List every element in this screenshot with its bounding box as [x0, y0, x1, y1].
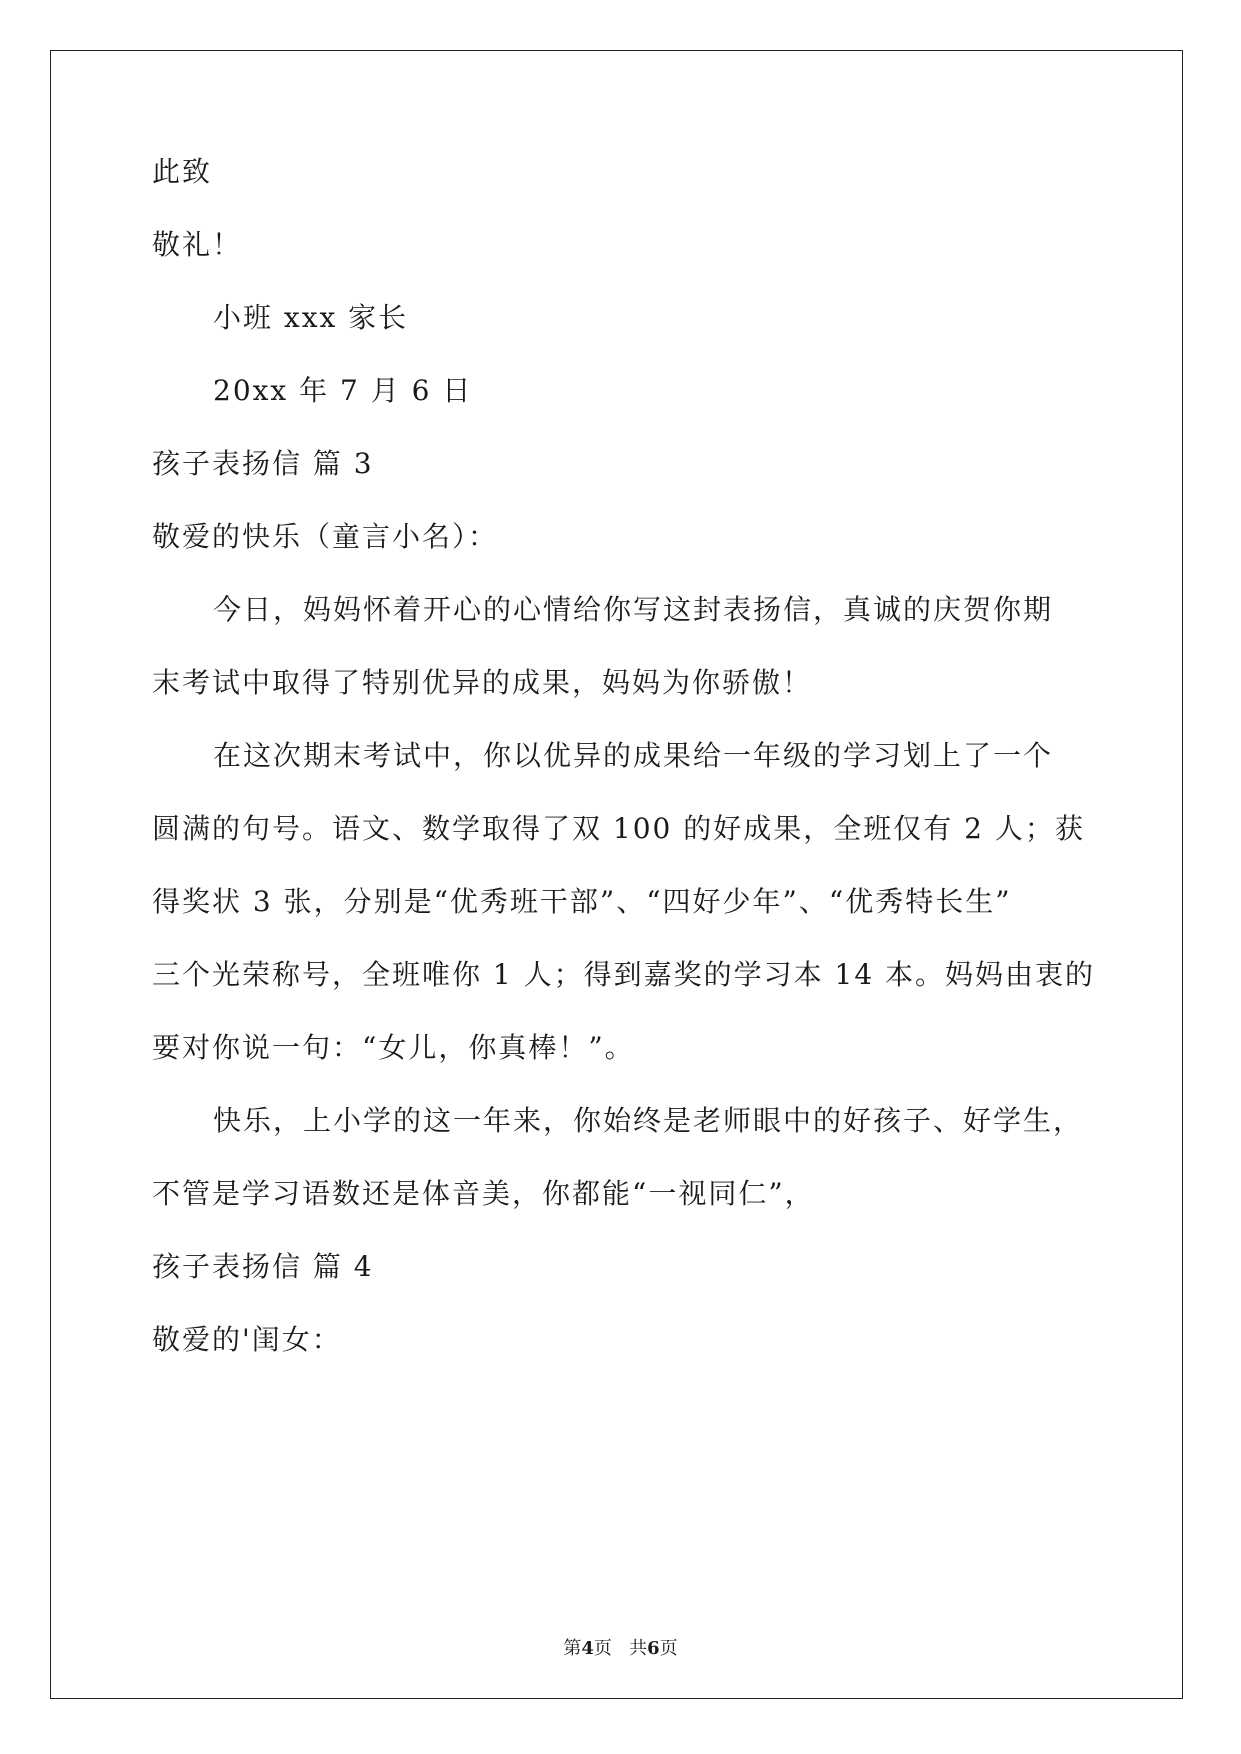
- footer-page-suffix: 页: [593, 1638, 612, 1659]
- salutation-4: 敬爱的'闺女：: [152, 1323, 342, 1356]
- closing-line-2: 敬礼！: [152, 228, 243, 261]
- section-heading-4: 孩子表扬信 篇 4: [152, 1250, 374, 1283]
- footer-total-suffix: 页: [659, 1638, 678, 1659]
- paragraph-line: 要对你说一句：“女儿，你真棒！”。: [152, 1031, 635, 1064]
- paragraph-line: 得奖状 3 张，分别是“优秀班干部”、“四好少年”、“优秀特长生”: [152, 885, 1012, 918]
- paragraph-line: 快乐，上小学的这一年来，你始终是老师眼中的好孩子、好学生，: [213, 1104, 1084, 1137]
- footer-total-prefix: 共: [629, 1638, 648, 1659]
- salutation-3: 敬爱的快乐（童言小名）：: [152, 520, 499, 553]
- date-line: 20xx 年 7 月 6 日: [213, 374, 473, 407]
- paragraph-line: 在这次期末考试中，你以优异的成果给一年级的学习划上了一个: [213, 739, 1054, 772]
- paragraph-line: 三个光荣称号，全班唯你 1 人；得到嘉奖的学习本 14 本。妈妈由衷的: [152, 958, 1096, 991]
- footer-page-prefix: 第: [563, 1638, 582, 1659]
- paragraph-line: 圆满的句号。语文、数学取得了双 100 的好成果，全班仅有 2 人；获: [152, 812, 1085, 845]
- section-heading-3: 孩子表扬信 篇 3: [152, 447, 374, 480]
- paragraph-line: 不管是学习语数还是体音美，你都能“一视同仁”，: [152, 1177, 815, 1210]
- footer-page-total: 6: [647, 1638, 660, 1659]
- closing-line-1: 此致: [152, 155, 213, 188]
- paragraph-line: 今日，妈妈怀着开心的心情给你写这封表扬信，真诚的庆贺你期: [213, 593, 1054, 626]
- page-footer: [0, 1637, 1241, 1661]
- signature-line: 小班 xxx 家长: [213, 301, 409, 334]
- paragraph-line: 末考试中取得了特别优异的成果，妈妈为你骄傲！: [152, 666, 813, 699]
- footer-page-current: 4: [581, 1638, 594, 1659]
